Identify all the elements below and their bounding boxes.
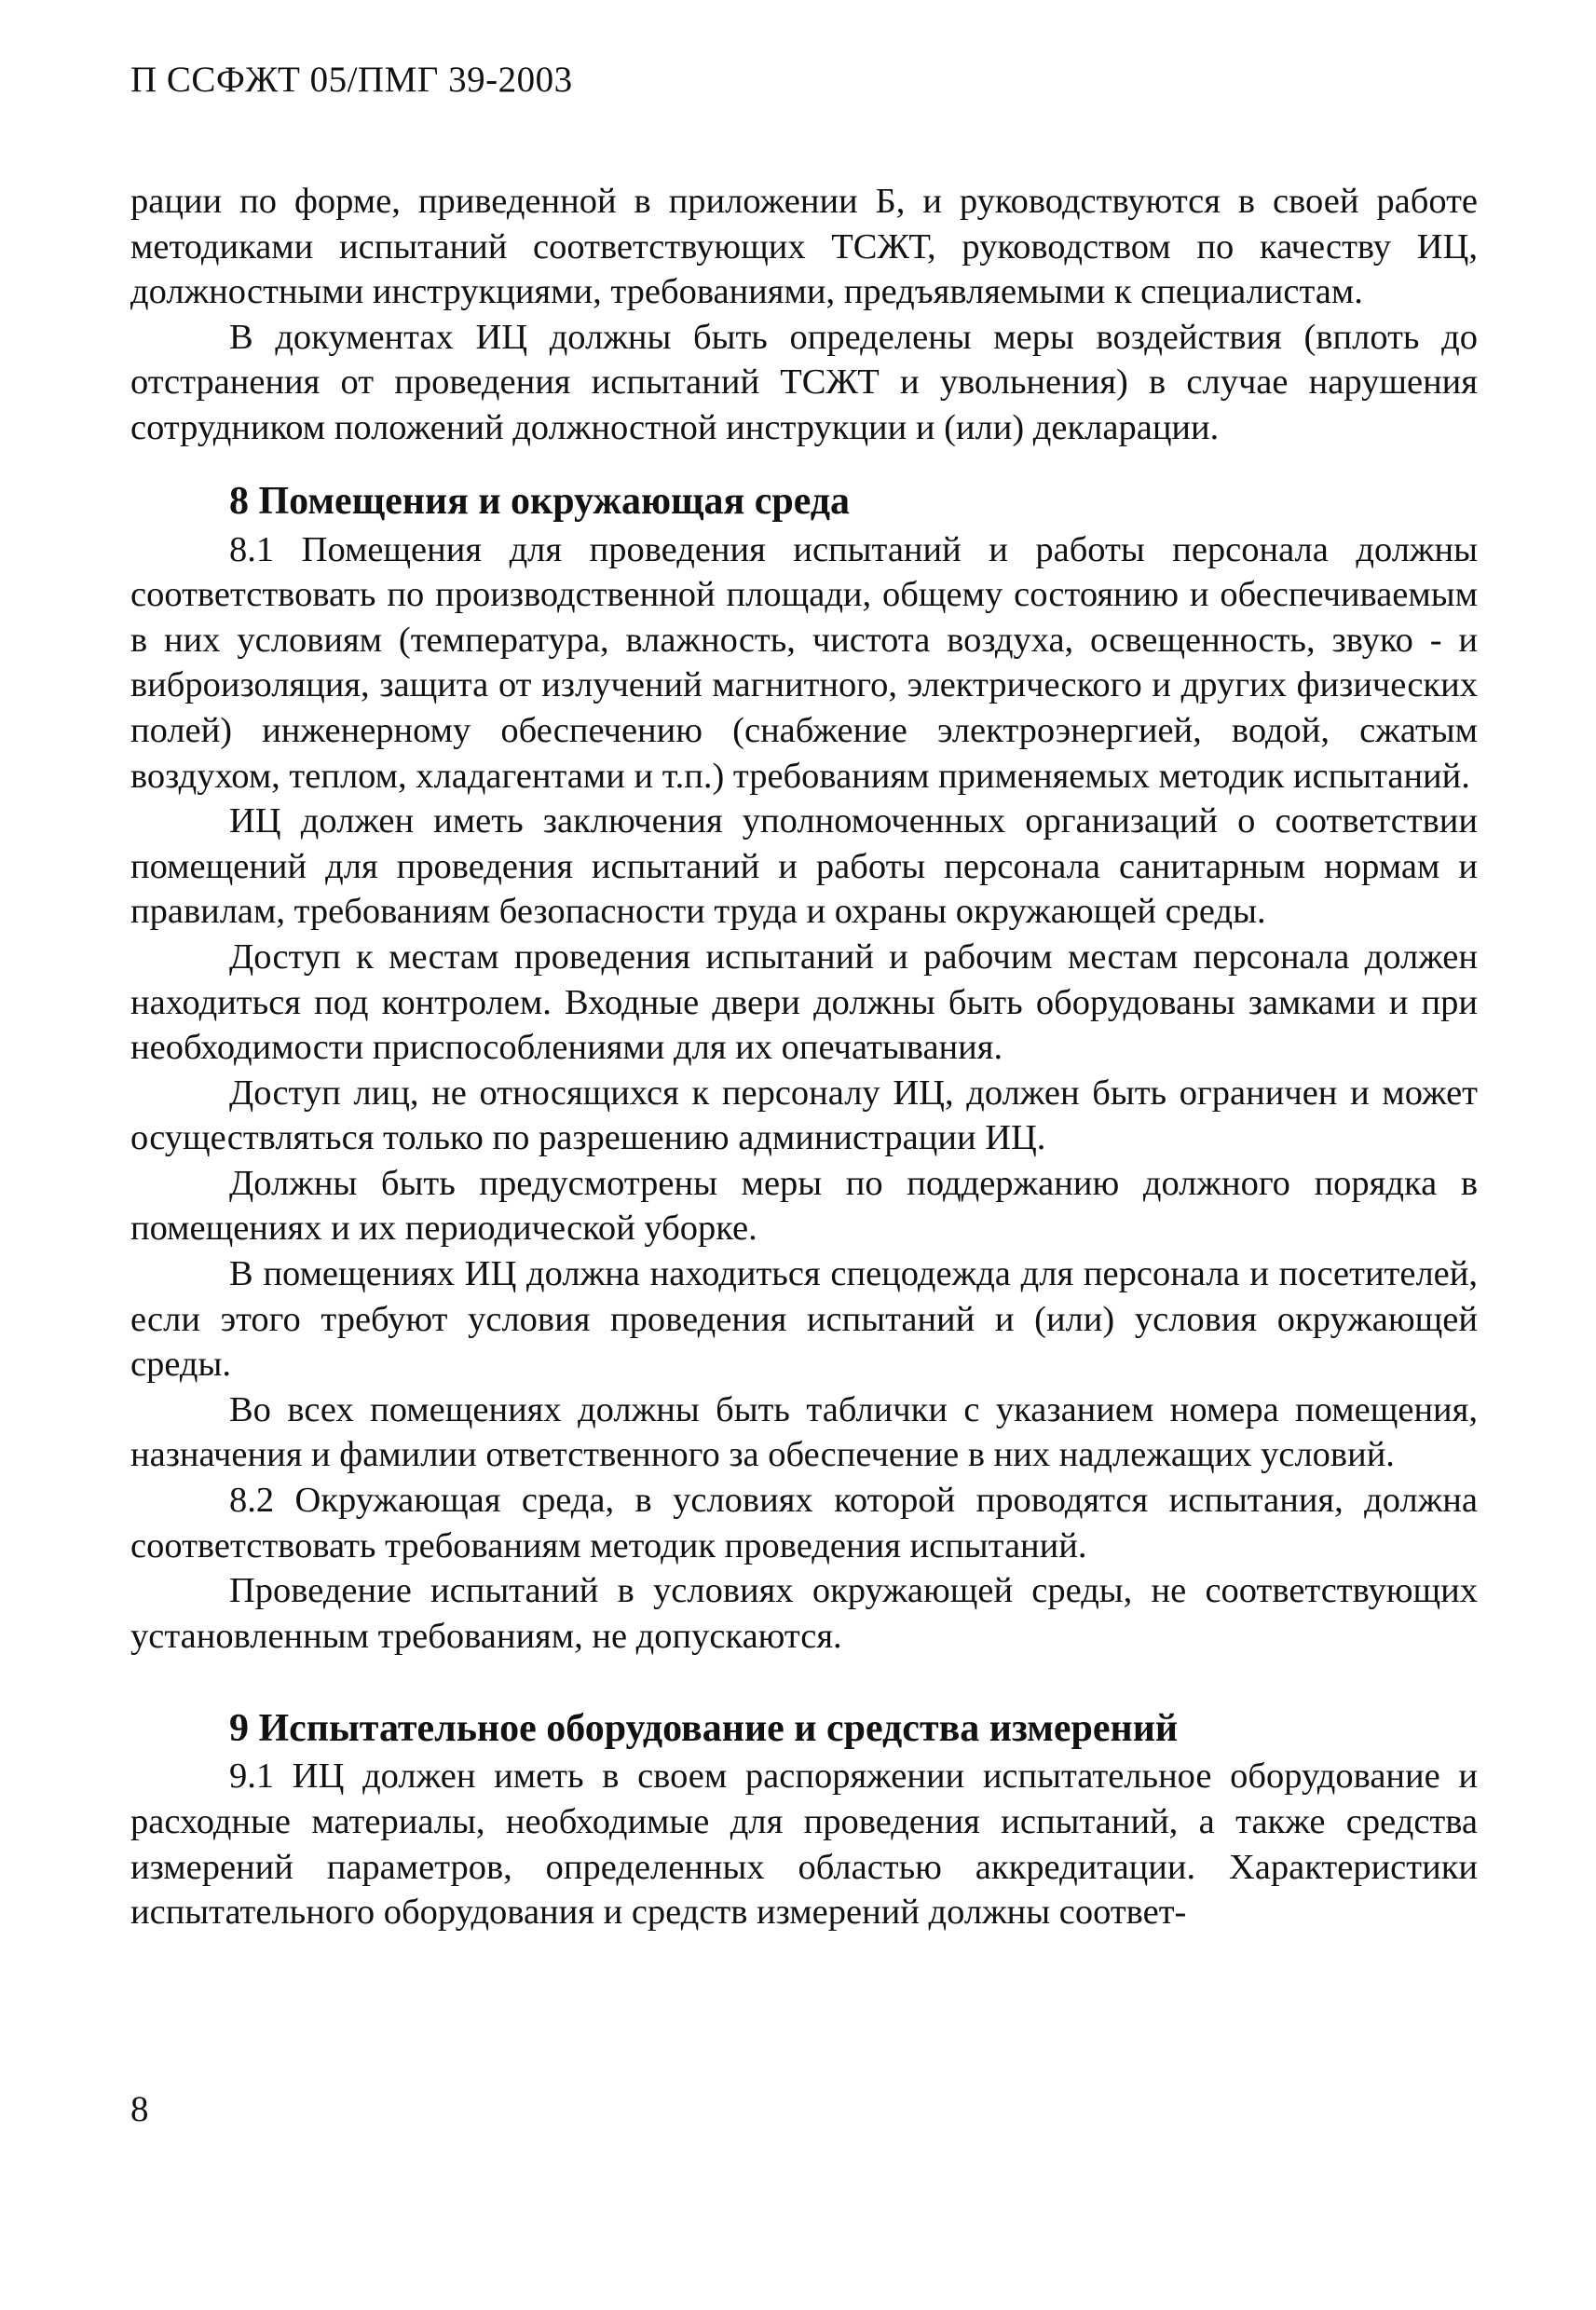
paragraph-8-1-room-signs: Во всех помещениях должны быть таблички с указанием номера помещения, назначения и фамилии ответственного за обеспечение в них надлежащих условий.	[130, 1389, 1478, 1475]
paragraph-9-1: 9.1 ИЦ должен иметь в своем распоряжении испытательное оборудование и расходные материалы, необходимые для проведения испытаний, а также средства измерений параметров, определенных областью аккредитации. Характеристики испытательного оборудования и средств измерений должны соответ-	[130, 1756, 1478, 1933]
paragraph-8-1: 8.1 Помещения для проведения испытаний и работы персонала должны соответствовать по производственной площади, общему состоянию и обеспечиваемым в них условиям (температура, влажность, чистота воздуха, освещенность, звуко - и виброизоляция, защита от излучений магнитного, электрического и других физических полей) инженерному обеспечению (снабжение электроэнергией, водой, сжатым воздухом, теплом, хладагентами и т.п.) требованиям применяемых методик испытаний.	[130, 529, 1478, 796]
paragraph-8-2: 8.2 Окружающая среда, в условиях которой проводятся испытания, должна соответствовать требованиям методик проведения испытаний.	[130, 1481, 1478, 1565]
paragraph-disciplinary-measures: В документах ИЦ должны быть определены меры воздействия (вплоть до отстранения от проведения испытаний ТСЖТ и увольнения) в случае нарушения сотрудником положений должностной инструкции и (или) декларации.	[130, 317, 1478, 447]
section-8-heading: 8 Помещения и окружающая среда	[229, 479, 851, 523]
paragraph-8-2-nonconforming: Проведение испытаний в условиях окружающей среды, не соответствующих установленным требованиям, не допускаются.	[130, 1571, 1478, 1656]
paragraph-8-1-conclusions: ИЦ должен иметь заключения уполномоченных организаций о соответствии помещений для проведения испытаний и работы персонала санитарным нормам и правилам, требованиям безопасности труда и охраны окружающей среды.	[130, 801, 1478, 932]
continued-paragraph: рации по форме, приведенной в приложении Б, и руководствуются в своей работе методиками испытаний соответствующих ТСЖТ, руководством по качеству ИЦ, должностными инструкциями, требованиями, предъявляемыми к специалистам.	[130, 182, 1478, 312]
page-number: 8	[130, 2089, 149, 2129]
paragraph-8-1-workwear: В помещениях ИЦ должна находиться спецодежда для персонала и посетителей, если этого требуют условия проведения испытаний и (или) условия окружающей среды.	[130, 1254, 1478, 1385]
paragraph-8-1-cleaning: Должны быть предусмотрены меры по поддержанию должного порядка в помещениях и их периодической уборке.	[130, 1163, 1478, 1249]
section-9-heading: 9 Испытательное оборудование и средства измерений	[229, 1707, 1179, 1751]
document-code-header: П ССФЖТ 05/ПМГ 39-2003	[130, 60, 573, 100]
paragraph-8-1-access-control: Доступ к местам проведения испытаний и рабочим местам персонала должен находиться под контролем. Входные двери должны быть оборудованы замками и при необходимости приспособлениями для их опечатывания.	[130, 936, 1478, 1068]
paragraph-8-1-outsider-access: Доступ лиц, не относящихся к персоналу ИЦ, должен быть ограничен и может осуществляться только по разрешению администрации ИЦ.	[130, 1073, 1478, 1158]
document-body	[130, 179, 1478, 1935]
